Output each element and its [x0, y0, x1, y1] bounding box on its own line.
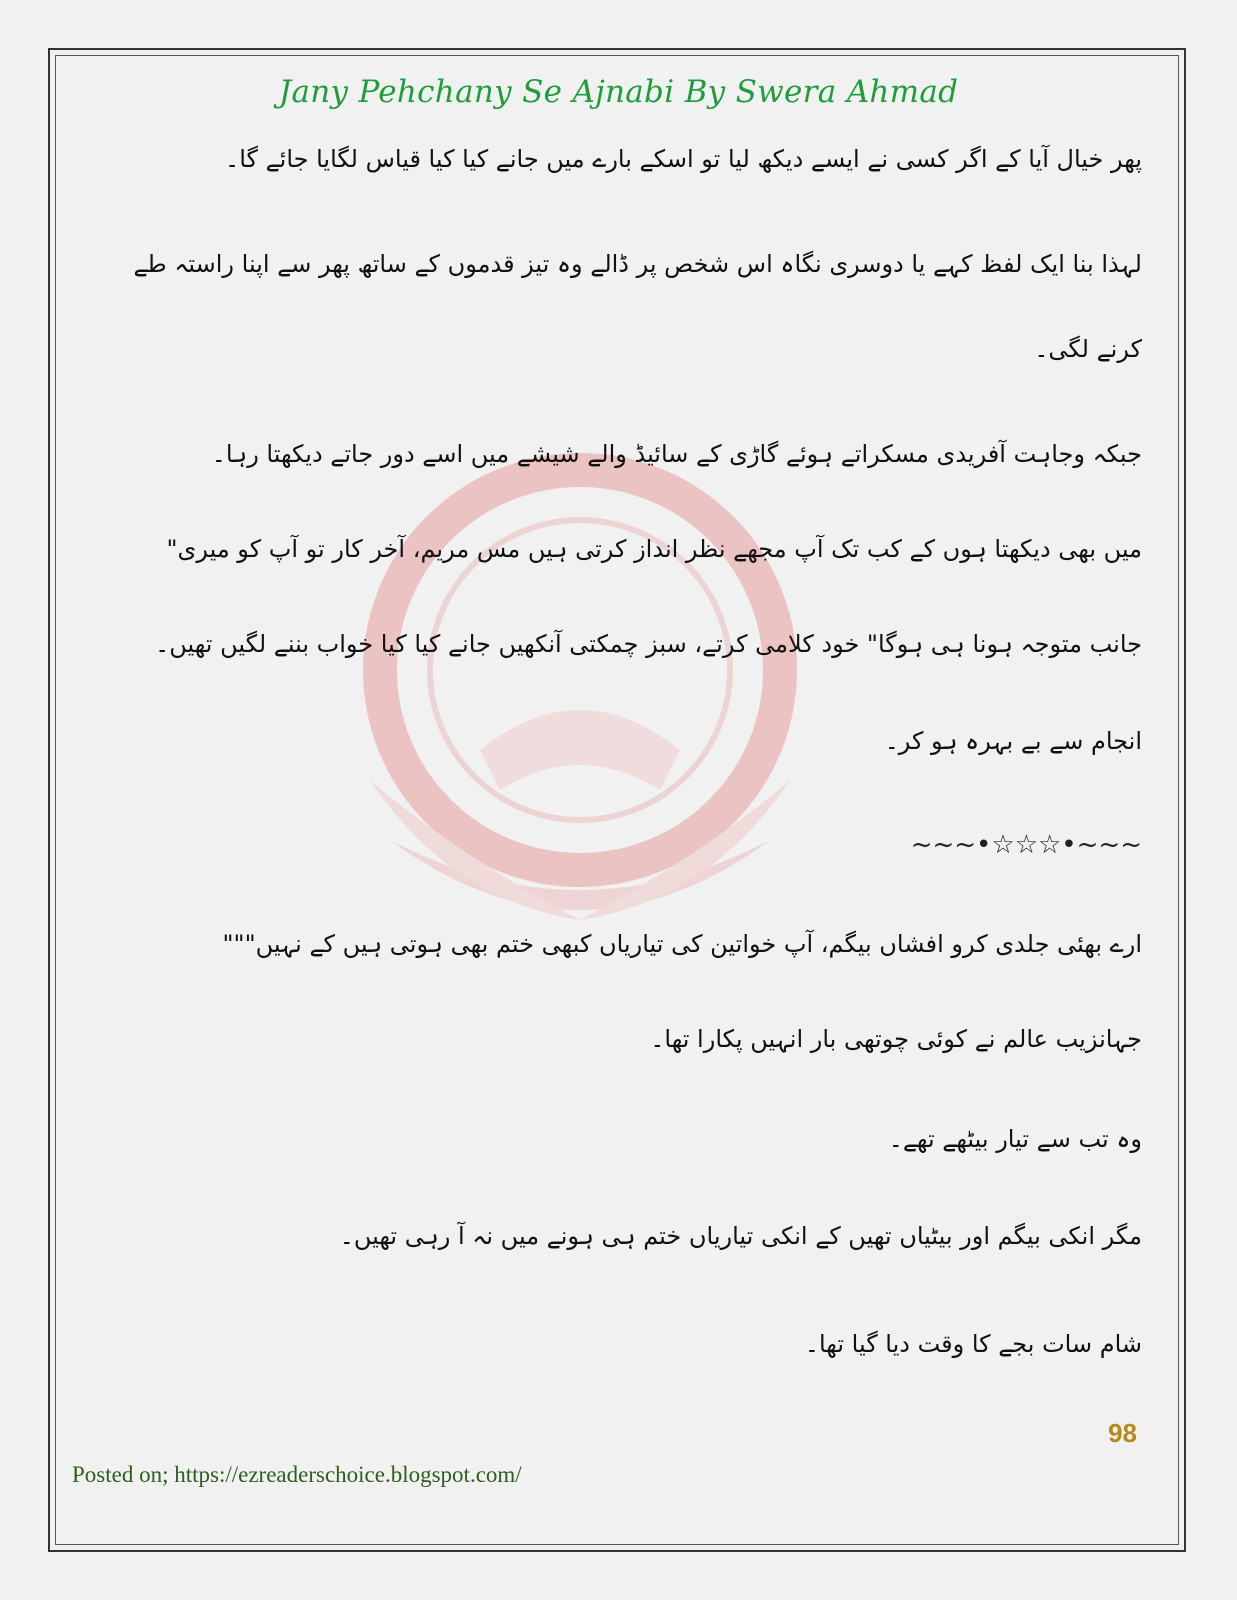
text-line: جانب متوجہ ہونا ہی ہوگا" خود کلامی کرتے، سبز چمکتی آنکھیں جانے کیا کیا خواب بننے لگیں تھیں۔ — [155, 630, 1142, 658]
text-line: پھر خیال آیا کے اگر کسی نے ایسے دیکھ لیا تو اسکے بارے میں جانے کیا کیا قیاس لگایا جائے گا۔ — [225, 145, 1142, 173]
document-title: Jany Pehchany Se Ajnabi By Swera Ahmad — [278, 74, 959, 110]
footer-posted-on: Posted on; https://ezreaderschoice.blogspot.com/ — [72, 1462, 522, 1487]
text-line: کرنے لگی۔ — [1034, 335, 1142, 363]
page-number: 98 — [1108, 1418, 1137, 1448]
text-line: ارے بھئی جلدی کرو افشاں بیگم، آپ خواتین کی تیاریاں کبھی ختم بھی ہوتی ہیں کے نہیں""" — [222, 930, 1142, 958]
section-separator: ~~~•☆☆☆•~~~ — [910, 830, 1142, 860]
text-line: میں بھی دیکھتا ہوں کے کب تک آپ مجھے نظر انداز کرتی ہیں مس مریم، آخر کار تو آپ کو میری" — [166, 535, 1142, 563]
text-line: لہذا بنا ایک لفظ کہے یا دوسری نگاہ اس شخص پر ڈالے وہ تیز قدموں کے ساتھ پھر سے اپنا راستہ طے — [133, 250, 1142, 278]
text-line: جبکہ وجاہت آفریدی مسکراتے ہوئے گاڑی کے سائیڈ والے شیشے میں اسے دور جاتے دیکھتا رہا۔ — [211, 440, 1142, 468]
text-line: مگر انکی بیگم اور بیٹیاں تھیں کے انکی تیاریاں ختم ہی ہونے میں نہ آ رہی تھیں۔ — [339, 1222, 1142, 1250]
text-line: انجام سے بے بہرہ ہو کر۔ — [884, 727, 1142, 755]
watermark-ring — [380, 470, 780, 870]
text-line: شام سات بجے کا وقت دیا گیا تھا۔ — [804, 1330, 1142, 1358]
text-line: وہ تب سے تیار بیٹھے تھے۔ — [888, 1125, 1142, 1153]
text-line: جہانزیب عالم نے کوئی چوتھی بار انہیں پکارا تھا۔ — [650, 1025, 1142, 1053]
watermark-logo — [330, 420, 830, 980]
